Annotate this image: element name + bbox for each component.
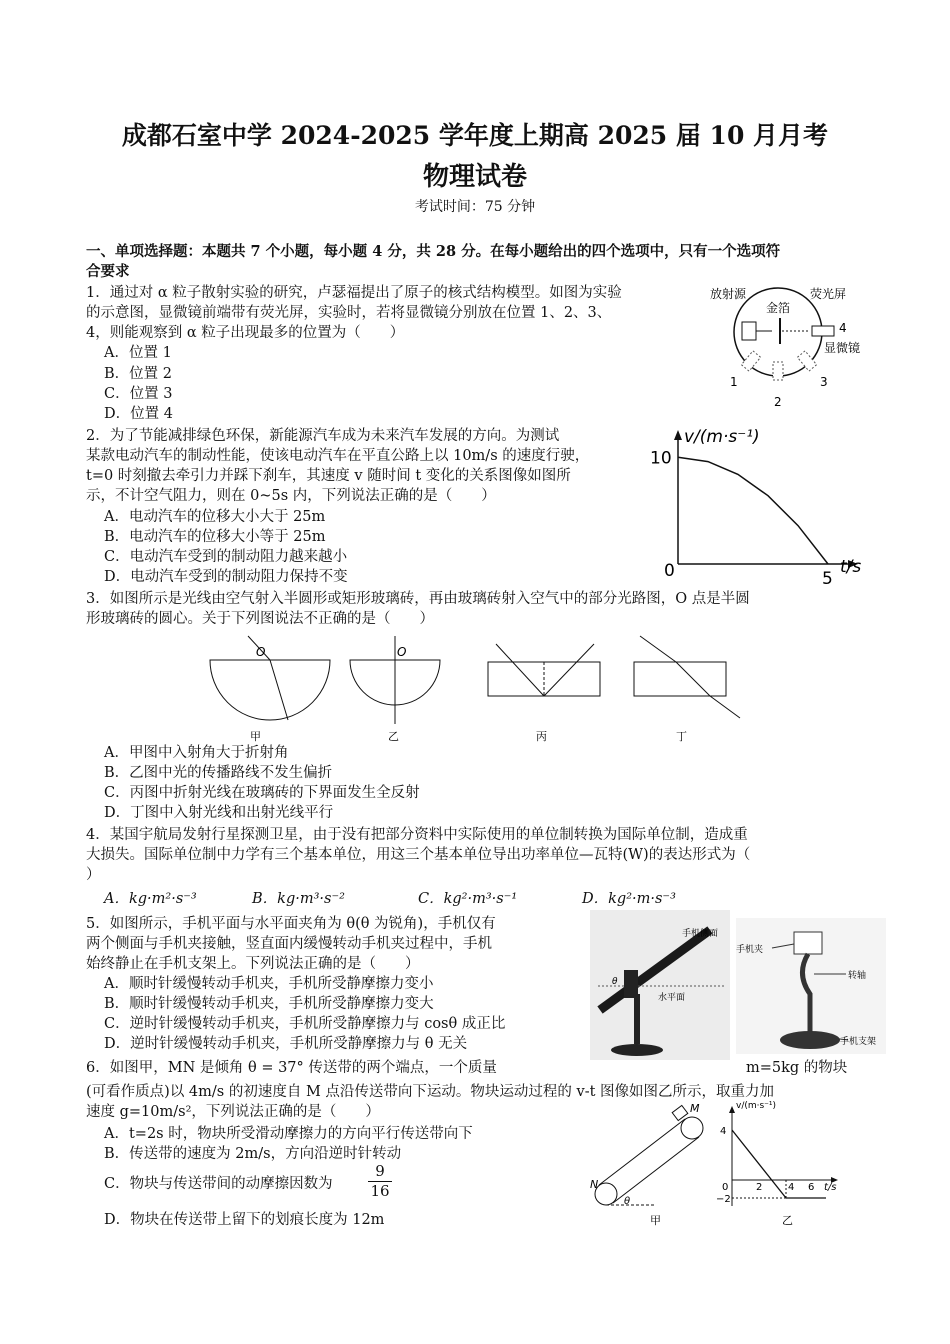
vt-curve <box>678 457 828 564</box>
q2-option-a: A．电动汽车的位移大小大于 25m <box>104 509 326 525</box>
fig-bing-in <box>496 644 544 696</box>
q5-text-1: 5．如图所示，手机平面与水平面夹角为 θ(θ 为锐角)，手机仅有 <box>86 916 496 932</box>
fig-ding-label: 丁 <box>676 730 687 743</box>
q1-option-b: B．位置 2 <box>104 366 172 382</box>
q3-text-2: 形玻璃砖的圆心。关于下列图说法不正确的是（ ） <box>86 611 434 627</box>
vt-label-yi: 乙 <box>782 1214 793 1227</box>
vt-x4: 4 <box>788 1182 795 1193</box>
exam-time: 考试时间：75 分钟 <box>414 199 536 215</box>
belt-top <box>599 1119 685 1185</box>
q2-vt-chart <box>640 424 870 590</box>
fig-jia-refracted <box>270 660 288 720</box>
q6-text-1: 6．如图甲，MN 是倾角 θ = 37° 传送带的两个端点，一个质量 <box>86 1060 497 1076</box>
frac-den: 16 <box>370 1182 390 1200</box>
label-phone-side: 手机侧面 <box>682 929 719 939</box>
q2-text-1: 2．为了节能减排绿色环保，新能源汽车成为未来汽车发展的方向。为测试 <box>86 428 560 444</box>
q1-figure <box>700 282 870 412</box>
fig-ding-mid <box>676 662 710 696</box>
q5-option-a: A．顺时针缓慢转动手机夹，手机所受静摩擦力变小 <box>104 976 434 992</box>
fig-ding-rect <box>634 662 726 696</box>
label-theta-belt: θ <box>624 1196 631 1207</box>
label-n: N <box>590 1178 599 1191</box>
q5-option-b: B．顺时针缓慢转动手机夹，手机所受静摩擦力变大 <box>104 996 434 1012</box>
q6-text-3: 速度 g=10m/s²，下列说法正确的是（ ） <box>86 1104 380 1120</box>
pulley-n <box>595 1183 617 1205</box>
q6-option-c: C．物块与传送带间的动摩擦因数为 <box>104 1176 333 1192</box>
base <box>780 1031 840 1049</box>
q3-text-1: 3．如图所示是光线由空气射入半圆形或矩形玻璃砖，再由玻璃砖射入空气中的部分光路图，O 点是半圆 <box>86 591 750 607</box>
q1-option-a: A．位置 1 <box>104 345 172 361</box>
clip-body <box>624 970 638 998</box>
q4-option-d: D．kg²·m·s⁻³ <box>582 891 676 907</box>
fig-jia-label: 甲 <box>250 730 261 743</box>
frac-num: 9 <box>368 1162 392 1182</box>
fig-ding-out <box>710 696 740 718</box>
vt-y4: 4 <box>720 1126 727 1137</box>
label-jia: 甲 <box>650 1214 661 1227</box>
y-arrow <box>729 1106 735 1113</box>
q6-fraction <box>368 1162 392 1201</box>
label-theta: θ <box>612 977 618 987</box>
q6-text-2: (可看作质点)以 4m/s 的初速度自 M 点沿传送带向下运动。物块运动过程的 v-t 图像如图乙所示，取重力加 <box>86 1084 775 1100</box>
label-m: M <box>690 1104 700 1115</box>
label-horizontal: 水平面 <box>658 993 686 1003</box>
pulley-m <box>681 1117 703 1139</box>
q2-text-2: 某款电动汽车的制动性能，使该电动汽车在平直公路上以 10m/s 的速度行驶， <box>86 448 590 464</box>
label-p4: 4 <box>839 321 847 335</box>
microscope-2 <box>773 362 783 380</box>
microscope-3 <box>797 351 816 371</box>
exam-title: 成都石室中学 2024-2025 学年度上期高 2025 届 10 月月考 <box>121 121 829 150</box>
q5-option-c: C．逆时针缓慢转动手机夹，手机所受静摩擦力与 cosθ 成正比 <box>104 1016 506 1032</box>
q4-option-c: C．kg²·m³·s⁻¹ <box>418 891 518 907</box>
q5-text-3: 始终静止在手机支架上。下列说法正确的是（ ） <box>86 956 420 972</box>
q2-text-3: t=0 时刻撤去牵引力并踩下刹车，其速度 v 随时间 t 变化的关系图像如图所 <box>86 468 571 484</box>
vt-x2: 2 <box>756 1182 763 1193</box>
label-foil: 金箔 <box>766 301 791 315</box>
q6-fig-belt <box>586 1104 729 1228</box>
q5-text-2: 两个侧面与手机夹接触，竖直面内缓慢转动手机夹过程中，手机 <box>86 936 492 952</box>
y-tick-10: 10 <box>650 448 672 469</box>
x-tick-5: 5 <box>822 569 833 589</box>
q3-option-d: D．丁图中入射光线和出射光线平行 <box>104 805 334 821</box>
q4-option-a: A．kg·m²·s⁻³ <box>104 891 197 907</box>
q4-text-2: 大损失。国际单位制中力学有三个基本单位，用这三个基本单位导出功率单位—瓦特(W)的表达形式为（ <box>86 847 751 863</box>
q6-option-b: B．传送带的速度为 2m/s，方向沿逆时针转动 <box>104 1146 402 1162</box>
block <box>672 1105 688 1120</box>
q1-text-1: 1．通过对 α 粒子散射实验的研究，卢瑟福提出了原子的核式结构模型。如图为实验 <box>86 285 622 301</box>
q5-photo-stand <box>590 910 730 1060</box>
q6-option-a: A．t=2s 时，物块所受滑动摩擦力的方向平行传送带向下 <box>104 1126 473 1142</box>
vt-x0: 0 <box>722 1182 729 1193</box>
clip <box>794 932 822 954</box>
label-axis: 转轴 <box>848 971 867 981</box>
fig-yi-center: O <box>397 645 407 659</box>
q4-text-3: ） <box>86 867 101 883</box>
exam-subtitle: 物理试卷 <box>422 162 527 192</box>
vt-x6: 6 <box>808 1182 815 1193</box>
label-screen: 荧光屏 <box>810 287 847 301</box>
fig-ding-in <box>640 636 676 662</box>
q1-option-c: C．位置 3 <box>104 386 173 402</box>
q6-option-d: D．物块在传送带上留下的划痕长度为 12m <box>104 1212 385 1228</box>
fig-bing-label: 丙 <box>536 730 547 743</box>
q4-option-b: B．kg·m³·s⁻² <box>252 891 345 907</box>
q1-text-2: 的示意图，显微镜前端带有荧光屏，实验时，若将显微镜分别放在位置 1、2、3、 <box>86 305 612 321</box>
label-stand: 手机支架 <box>840 1037 877 1047</box>
label-p3: 3 <box>820 375 828 389</box>
q5-option-d: D．逆时针缓慢转动手机夹，手机所受静摩擦力与 θ 无关 <box>104 1036 468 1052</box>
q2-option-b: B．电动汽车的位移大小等于 25m <box>104 529 326 545</box>
label-p1: 1 <box>730 375 738 389</box>
q1-option-d: D．位置 4 <box>104 406 173 422</box>
q3-option-b: B．乙图中光的传播路线不发生偏折 <box>104 765 333 781</box>
q2-text-4: 示，不计空气阻力，则在 0~5s 内，下列说法正确的是（ ） <box>86 488 496 504</box>
stand-base <box>611 1044 663 1056</box>
section-heading-cont: 合要求 <box>86 263 130 280</box>
fig-jia-semicircle <box>210 660 330 720</box>
q2-option-d: D．电动汽车受到的制动阻力保持不变 <box>104 569 348 585</box>
vt-ylabel: v/(m·s⁻¹) <box>736 1101 777 1111</box>
q6-fig-vt <box>716 1096 846 1228</box>
section-heading: 一、单项选择题：本题共 7 个小题，每小题 4 分，共 28 分。在每小题给出的四个选项中，只有一个选项符 <box>86 243 781 260</box>
q3-figures <box>200 632 760 744</box>
q5-photo-clip <box>736 918 886 1054</box>
q3-option-a: A．甲图中入射角大于折射角 <box>104 745 289 761</box>
microscope-4 <box>812 326 834 336</box>
belt-bottom <box>613 1137 699 1203</box>
label-source: 放射源 <box>710 287 747 301</box>
fig-bing-out <box>544 644 594 696</box>
q3-option-c: C．丙图中折射光线在玻璃砖的下界面发生全反射 <box>104 785 420 801</box>
x-tick-0: 0 <box>664 561 675 581</box>
y-axis-arrow <box>674 430 682 440</box>
fig-jia-center: O <box>256 645 266 659</box>
q4-text-1: 4．某国宇航局发射行星探测卫星，由于没有把部分资料中实际使用的单位制转换为国际单位制，造成重 <box>86 827 748 843</box>
source-box <box>742 322 756 340</box>
y-axis-label: v/(m·s⁻¹) <box>684 427 760 447</box>
x-axis-label: t/s <box>840 557 862 577</box>
q6-text-1-right: m=5kg 的物块 <box>746 1060 848 1076</box>
vt-xlabel: t/s <box>824 1182 837 1193</box>
label-clip: 手机夹 <box>736 945 764 955</box>
q1-text-3: 4，则能观察到 α 粒子出现最多的位置为（ ） <box>86 325 405 341</box>
label-microscope: 显微镜 <box>824 341 861 355</box>
fig-yi-label: 乙 <box>388 730 399 743</box>
label-p2: 2 <box>774 395 782 409</box>
q2-option-c: C．电动汽车受到的制动阻力越来越小 <box>104 549 348 565</box>
stand-pole <box>634 994 640 1044</box>
vt-yn2: −2 <box>716 1194 731 1205</box>
